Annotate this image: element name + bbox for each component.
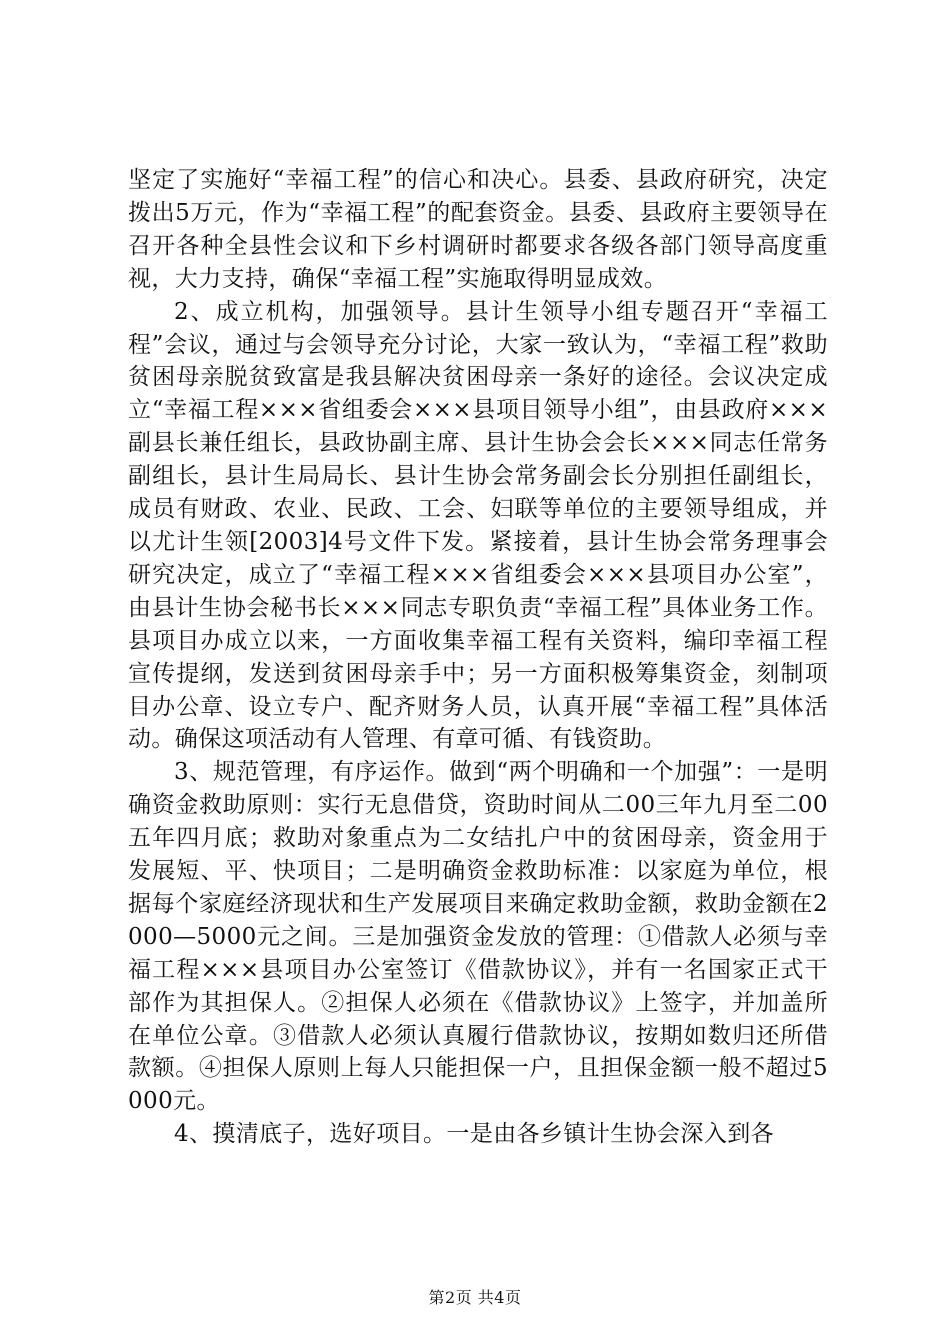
paragraph-continued: 坚定了实施好“幸福工程”的信心和决心。县委、县政府研究，决定拨出5万元，作为“幸福工程”的配套资金。县委、县政府主要领导在召开各种全县性会议和下乡村调研时都要求各级各部门领导高度重视，大力支持，确保“幸福工程”实施取得明显成效。: [128, 167, 828, 292]
paragraph-section-2: 2、成立机构，加强领导。县计生领导小组专题召开“幸福工程”会议，通过与会领导充分讨论，大家一致认为，“幸福工程”救助贫困母亲脱贫致富是我县解决贫困母亲一条好的途径。会议决定成立“幸福工程×××省组委会×××县项目领导小组”，由县政府×××副县长兼任组长，县政协副主席、县计生协会会长×××同志任常务副组长，县计生局局长、县计生协会常务副会长分别担任副组长，成员有财政、农业、民政、工会、妇联等单位的主要领导组成，并以尤计生领[2003]4号文件下发。紧接着，县计生协会常务理事会研究决定，成立了“幸福工程×××省组委会×××县项目办公室”，由县计生协会秘书长×××同志专职负责“幸福工程”具体业务工作。县项目办成立以来，一方面收集幸福工程有关资料，编印幸福工程宣传提纲，发送到贫困母亲手中；另一方面积极筹集资金，刻制项目办公章、设立专户、配齐财务人员，认真开展“幸福工程”具体活动。确保这项活动有人管理、有章可循、有钱资助。: [128, 298, 828, 753]
document-body: [128, 164, 828, 1151]
paragraph-section-4: 4、摸清底子，选好项目。一是由各乡镇计生协会深入到各: [174, 1121, 775, 1148]
page-footer: 第2页 共4页: [428, 1288, 522, 1307]
paragraph-section-3: 3、规范管理，有序运作。做到“两个明确和一个加强”：一是明确资金救助原则：实行无息借贷，资助时间从二00三年九月至二00五年四月底；救助对象重点为二女结扎户中的贫困母亲，资金用于发展短、平、快项目；二是明确资金救助标准：以家庭为单位，根据每个家庭经济现状和生产发展项目来确定救助金额，救助金额在2000—5000元之间。三是加强资金发放的管理：①借款人必须与幸福工程×××县项目办公室签订《借款协议》，并有一名国家正式干部作为其担保人。②担保人必须在《借款协议》上签字，并加盖所在单位公章。③借款人必须认真履行借款协议，按期如数归还所借款额。④担保人原则上每人只能担保一户，且担保金额一般不超过5000元。: [128, 759, 828, 1115]
